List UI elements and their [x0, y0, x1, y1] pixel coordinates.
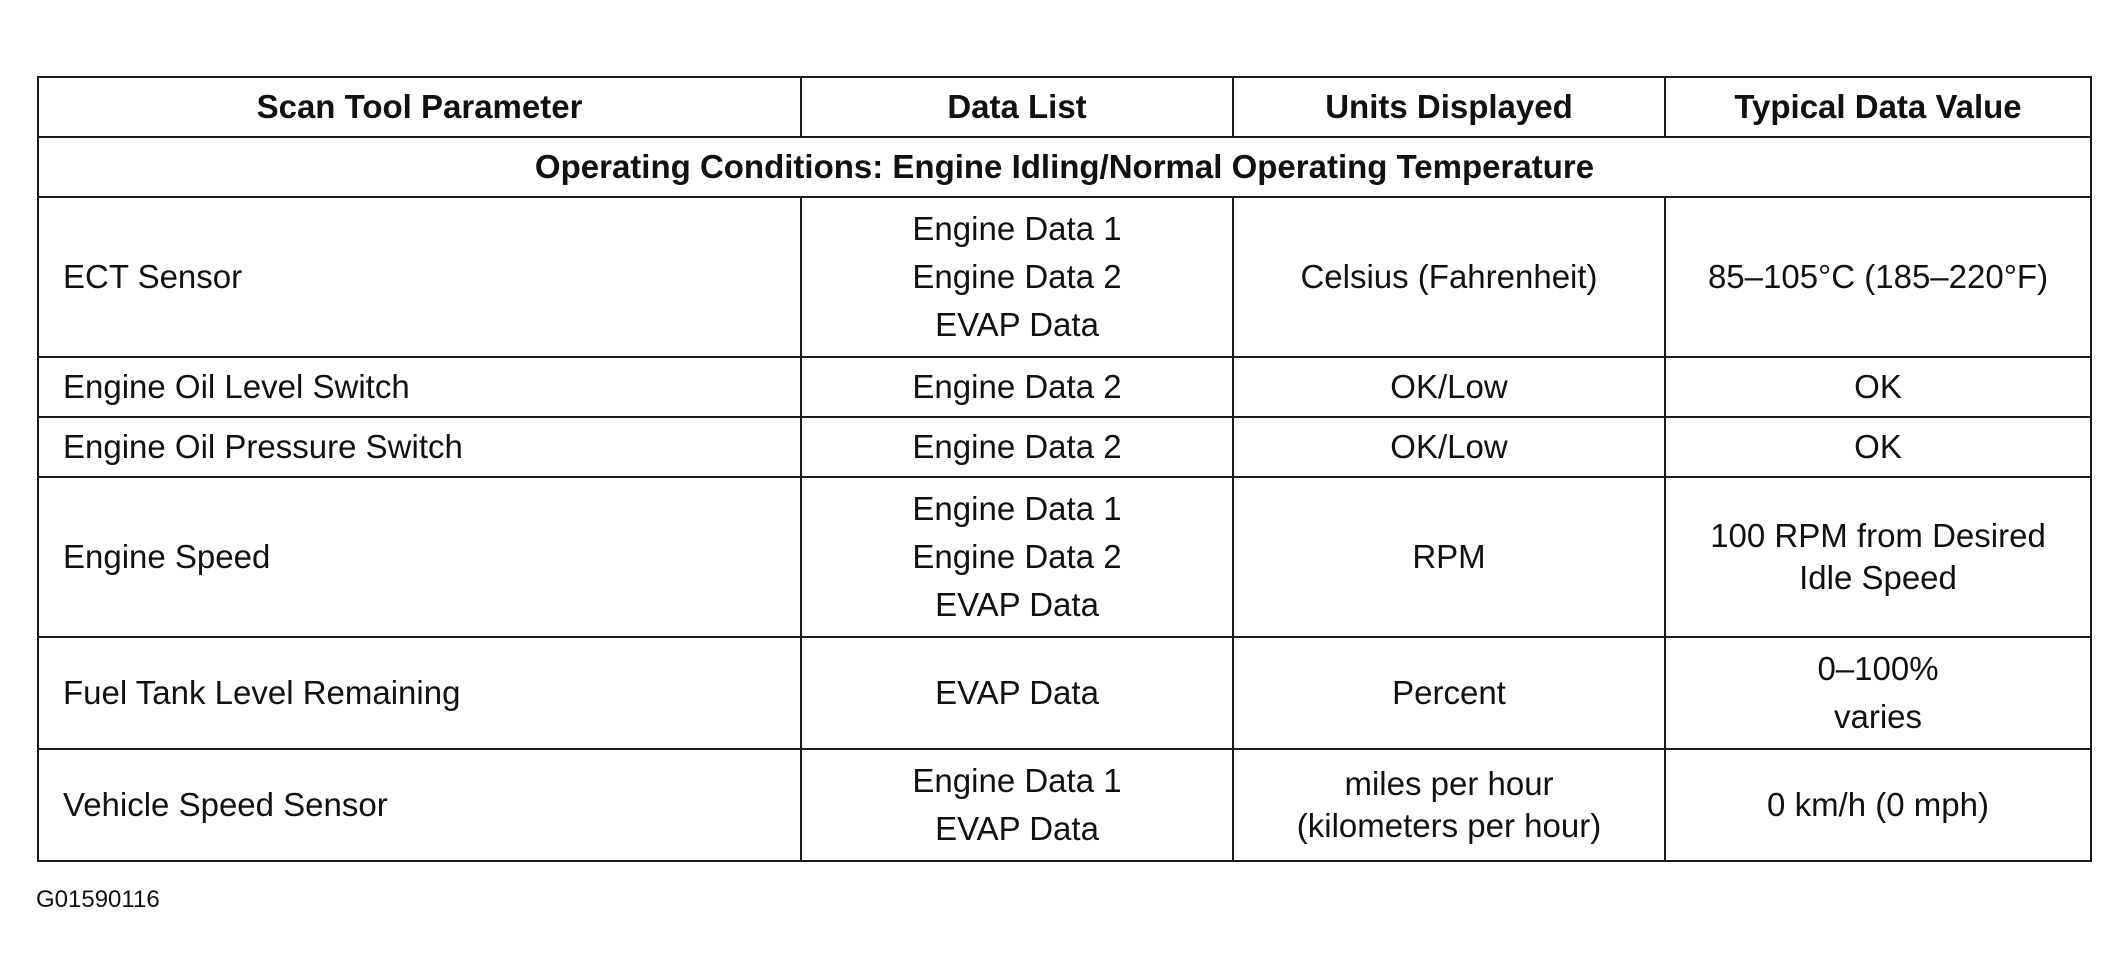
typical-value-cell [1665, 477, 2091, 637]
units-line: OK/Low [1390, 428, 1508, 465]
header-typical-data-value: Typical Data Value [1665, 77, 2091, 137]
typical-value-cell [1665, 357, 2091, 417]
table-row [38, 637, 2091, 749]
data-list-cell [801, 637, 1233, 749]
typical-value-cell [1665, 637, 2091, 749]
units-line: RPM [1412, 538, 1486, 575]
typical-value-line: 0–100% [1817, 650, 1939, 687]
table-row [38, 749, 2091, 861]
scan-tool-data-table-wrapper [37, 76, 2092, 862]
units-line: Percent [1392, 674, 1506, 711]
table-row [38, 357, 2091, 417]
units-cell [1233, 357, 1665, 417]
data-list-cell [801, 417, 1233, 477]
typical-value-cell [1665, 749, 2091, 861]
data-list-line: Engine Data 2 [912, 538, 1122, 575]
header-row [38, 77, 2091, 137]
units-line: miles per hour [1344, 765, 1554, 802]
typical-value-line: 0 km/h (0 mph) [1767, 786, 1989, 823]
typical-value-cell [1665, 417, 2091, 477]
table-row [38, 197, 2091, 357]
operating-conditions-row [38, 137, 2091, 197]
data-list-cell [801, 749, 1233, 861]
typical-value-line: varies [1833, 698, 1923, 735]
data-list-line: EVAP Data [935, 306, 1099, 343]
data-list-line: Engine Data 2 [912, 258, 1122, 295]
units-cell [1233, 197, 1665, 357]
parameter-cell: ECT Sensor [38, 197, 801, 357]
parameter-cell: Vehicle Speed Sensor [38, 749, 801, 861]
typical-value-line: OK [1854, 368, 1902, 405]
header-scan-tool-parameter: Scan Tool Parameter [38, 77, 801, 137]
typical-value-line: OK [1854, 428, 1902, 465]
units-cell [1233, 477, 1665, 637]
parameter-cell: Fuel Tank Level Remaining [38, 637, 801, 749]
data-list-cell [801, 357, 1233, 417]
operating-conditions-label: Operating Conditions: Engine Idling/Normal Operating Temperature [38, 137, 2091, 197]
units-cell [1233, 637, 1665, 749]
data-list-line: Engine Data 2 [912, 428, 1122, 465]
table-row [38, 417, 2091, 477]
data-list-line: Engine Data 1 [912, 490, 1122, 527]
figure-id-label: G01590116 [36, 886, 160, 913]
data-list-line: Engine Data 1 [912, 210, 1122, 247]
typical-value-cell [1665, 197, 2091, 357]
header-units-displayed: Units Displayed [1233, 77, 1665, 137]
scan-tool-data-table [37, 76, 2092, 862]
parameter-cell: Engine Oil Level Switch [38, 357, 801, 417]
data-list-line: EVAP Data [935, 810, 1099, 847]
data-list-cell [801, 477, 1233, 637]
units-line: Celsius (Fahrenheit) [1300, 258, 1598, 295]
units-line: OK/Low [1390, 368, 1508, 405]
data-list-line: EVAP Data [935, 586, 1099, 623]
parameter-cell: Engine Speed [38, 477, 801, 637]
header-data-list: Data List [801, 77, 1233, 137]
typical-value-line: Idle Speed [1799, 559, 1957, 596]
table-row [38, 477, 2091, 637]
units-line: (kilometers per hour) [1296, 807, 1602, 844]
data-list-line: EVAP Data [935, 674, 1099, 711]
units-cell [1233, 417, 1665, 477]
units-cell [1233, 749, 1665, 861]
data-list-line: Engine Data 1 [912, 762, 1122, 799]
typical-value-line: 100 RPM from Desired [1710, 517, 2046, 554]
data-list-line: Engine Data 2 [912, 368, 1122, 405]
typical-value-line: 85–105°C (185–220°F) [1707, 258, 2049, 295]
data-list-cell [801, 197, 1233, 357]
parameter-cell: Engine Oil Pressure Switch [38, 417, 801, 477]
